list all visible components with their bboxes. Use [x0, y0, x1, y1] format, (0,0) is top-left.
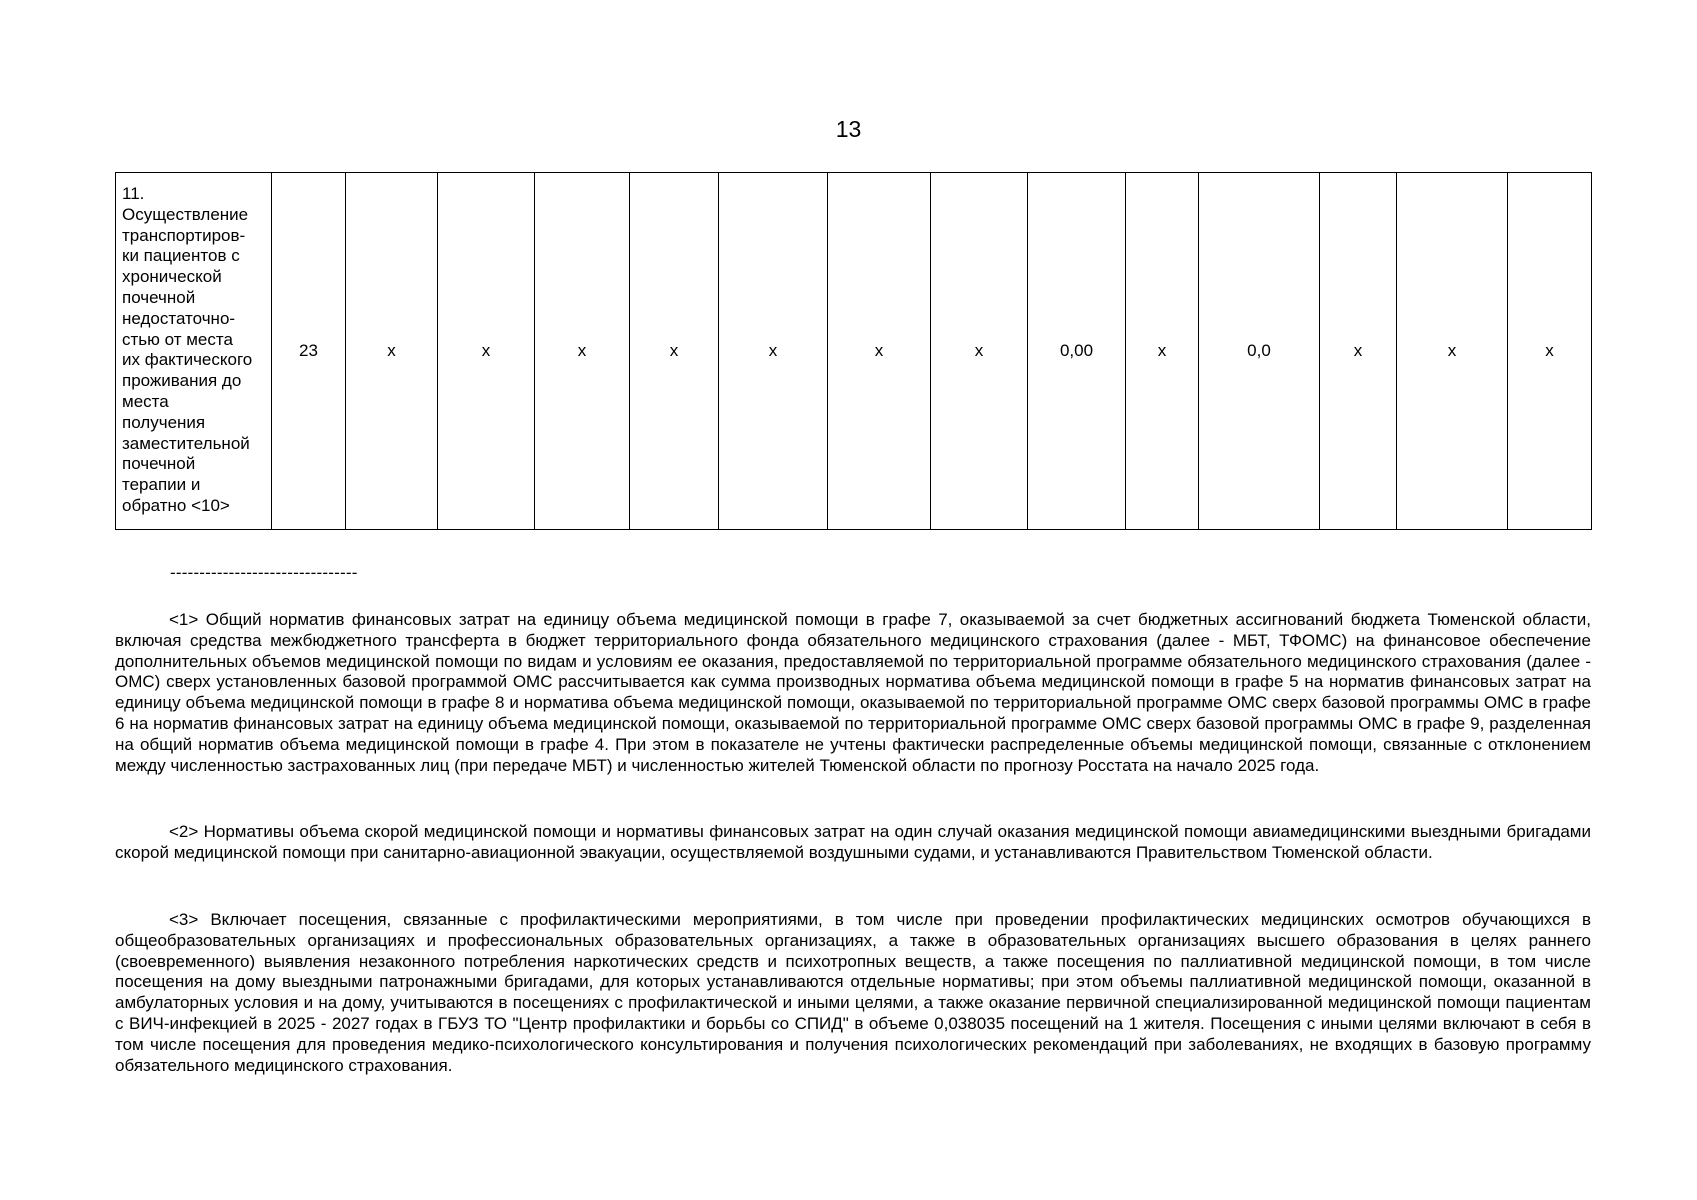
table-cell: x — [1397, 173, 1508, 530]
table-row — [116, 173, 1592, 530]
table-cell: x — [1508, 173, 1592, 530]
table-cell: x — [931, 173, 1028, 530]
footnote-2: <2> Нормативы объема скорой медицинской помощи и нормативы финансовых затрат на один случай оказания медицинской помощи авиамедицинскими выездными бригадами скорой медицинской помощи при санитарно-авиационной эвакуации, осуществляемой воздушными судами, и устанавливаются Правительством Тюменской области. — [115, 822, 1591, 862]
table-cell: x — [535, 173, 630, 530]
footnote-separator: -------------------------------- — [170, 563, 358, 582]
footnote-3: <3> Включает посещения, связанные с профилактическими мероприятиями, в том числе при проведении профилактических медицинских осмотров обучающихся в общеобразовательных организациях и профессиональных образовательных организациях, а также в образовательных организациях высшего образования в целях раннего (своевременного) выявления незаконного потребления наркотических средств и психотропных веществ, а также посещения по паллиативной медицинской помощи, в том числе посещения на дому выездными патронажными бригадами, для которых устанавливаются отдельные нормативы; при этом объемы паллиативной медицинской помощи, оказанной в амбулаторных условия и на дому, учитываются в посещениях с профилактической и иными целями, а также оказание первичной специализированной медицинской помощи пациентам с ВИЧ-инфекцией в 2025 - 2027 годах в ГБУЗ ТО "Центр профилактики и борьбы со СПИД" в объеме 0,038035 посещений на 1 жителя. Посещения с иными целями включают в себя в том числе посещения для проведения медико-психологического консультирования и получения психологических рекомендаций при заболеваниях, не входящих в базовую программу обязательного медицинского страхования. — [115, 910, 1591, 1075]
table-cell: x — [346, 173, 438, 530]
table-cell: 0,0 — [1199, 173, 1320, 530]
table-cell: 23 — [272, 173, 346, 530]
table-cell: 0,00 — [1028, 173, 1126, 530]
table-cell: x — [1320, 173, 1397, 530]
row-label-cell: 11. Осуществление транспортиров- ки пациентов с хронической почечной недостаточно- стью от места их фактического проживания до места получения заместительной почечной терапии и обратно <10> — [116, 173, 272, 530]
table-cell: x — [719, 173, 828, 530]
table-cell: x — [828, 173, 931, 530]
norms-table — [115, 172, 1592, 530]
table-cell: x — [438, 173, 535, 530]
table-cell: x — [1126, 173, 1199, 530]
table-cell: x — [630, 173, 719, 530]
page-number: 13 — [835, 116, 862, 142]
footnote-1: <1> Общий норматив финансовых затрат на единицу объема медицинской помощи в графе 7, оказываемой за счет бюджетных ассигнований бюджета Тюменской области, включая средства межбюджетного трансферта в бюджет территориального фонда обязательного медицинского страхования (далее - МБТ, ТФОМС) на финансовое обеспечение дополнительных объемов медицинской помощи по видам и условиям ее оказания, предоставляемой по территориальной программе обязательного медицинского страхования (далее - ОМС) сверх установленных базовой программой ОМС рассчитывается как сумма производных норматива объема медицинской помощи в графе 5 на норматив финансовых затрат на единицу объема медицинской помощи в графе 8 и норматива объема медицинской помощи, оказываемой по территориальной программе ОМС сверх базовой программы ОМС в графе 6 на норматив финансовых затрат на единицу объема медицинской помощи, оказываемой по территориальной программе ОМС сверх базовой программы ОМС в графе 9, разделенная на общий норматив объема медицинской помощи в графе 4. При этом в показателе не учтены фактически распределенные объемы медицинской помощи, связанные с отклонением между численностью застрахованных лиц (при передаче МБТ) и численностью жителей Тюменской области по прогнозу Росстата на начало 2025 года. — [115, 610, 1591, 775]
